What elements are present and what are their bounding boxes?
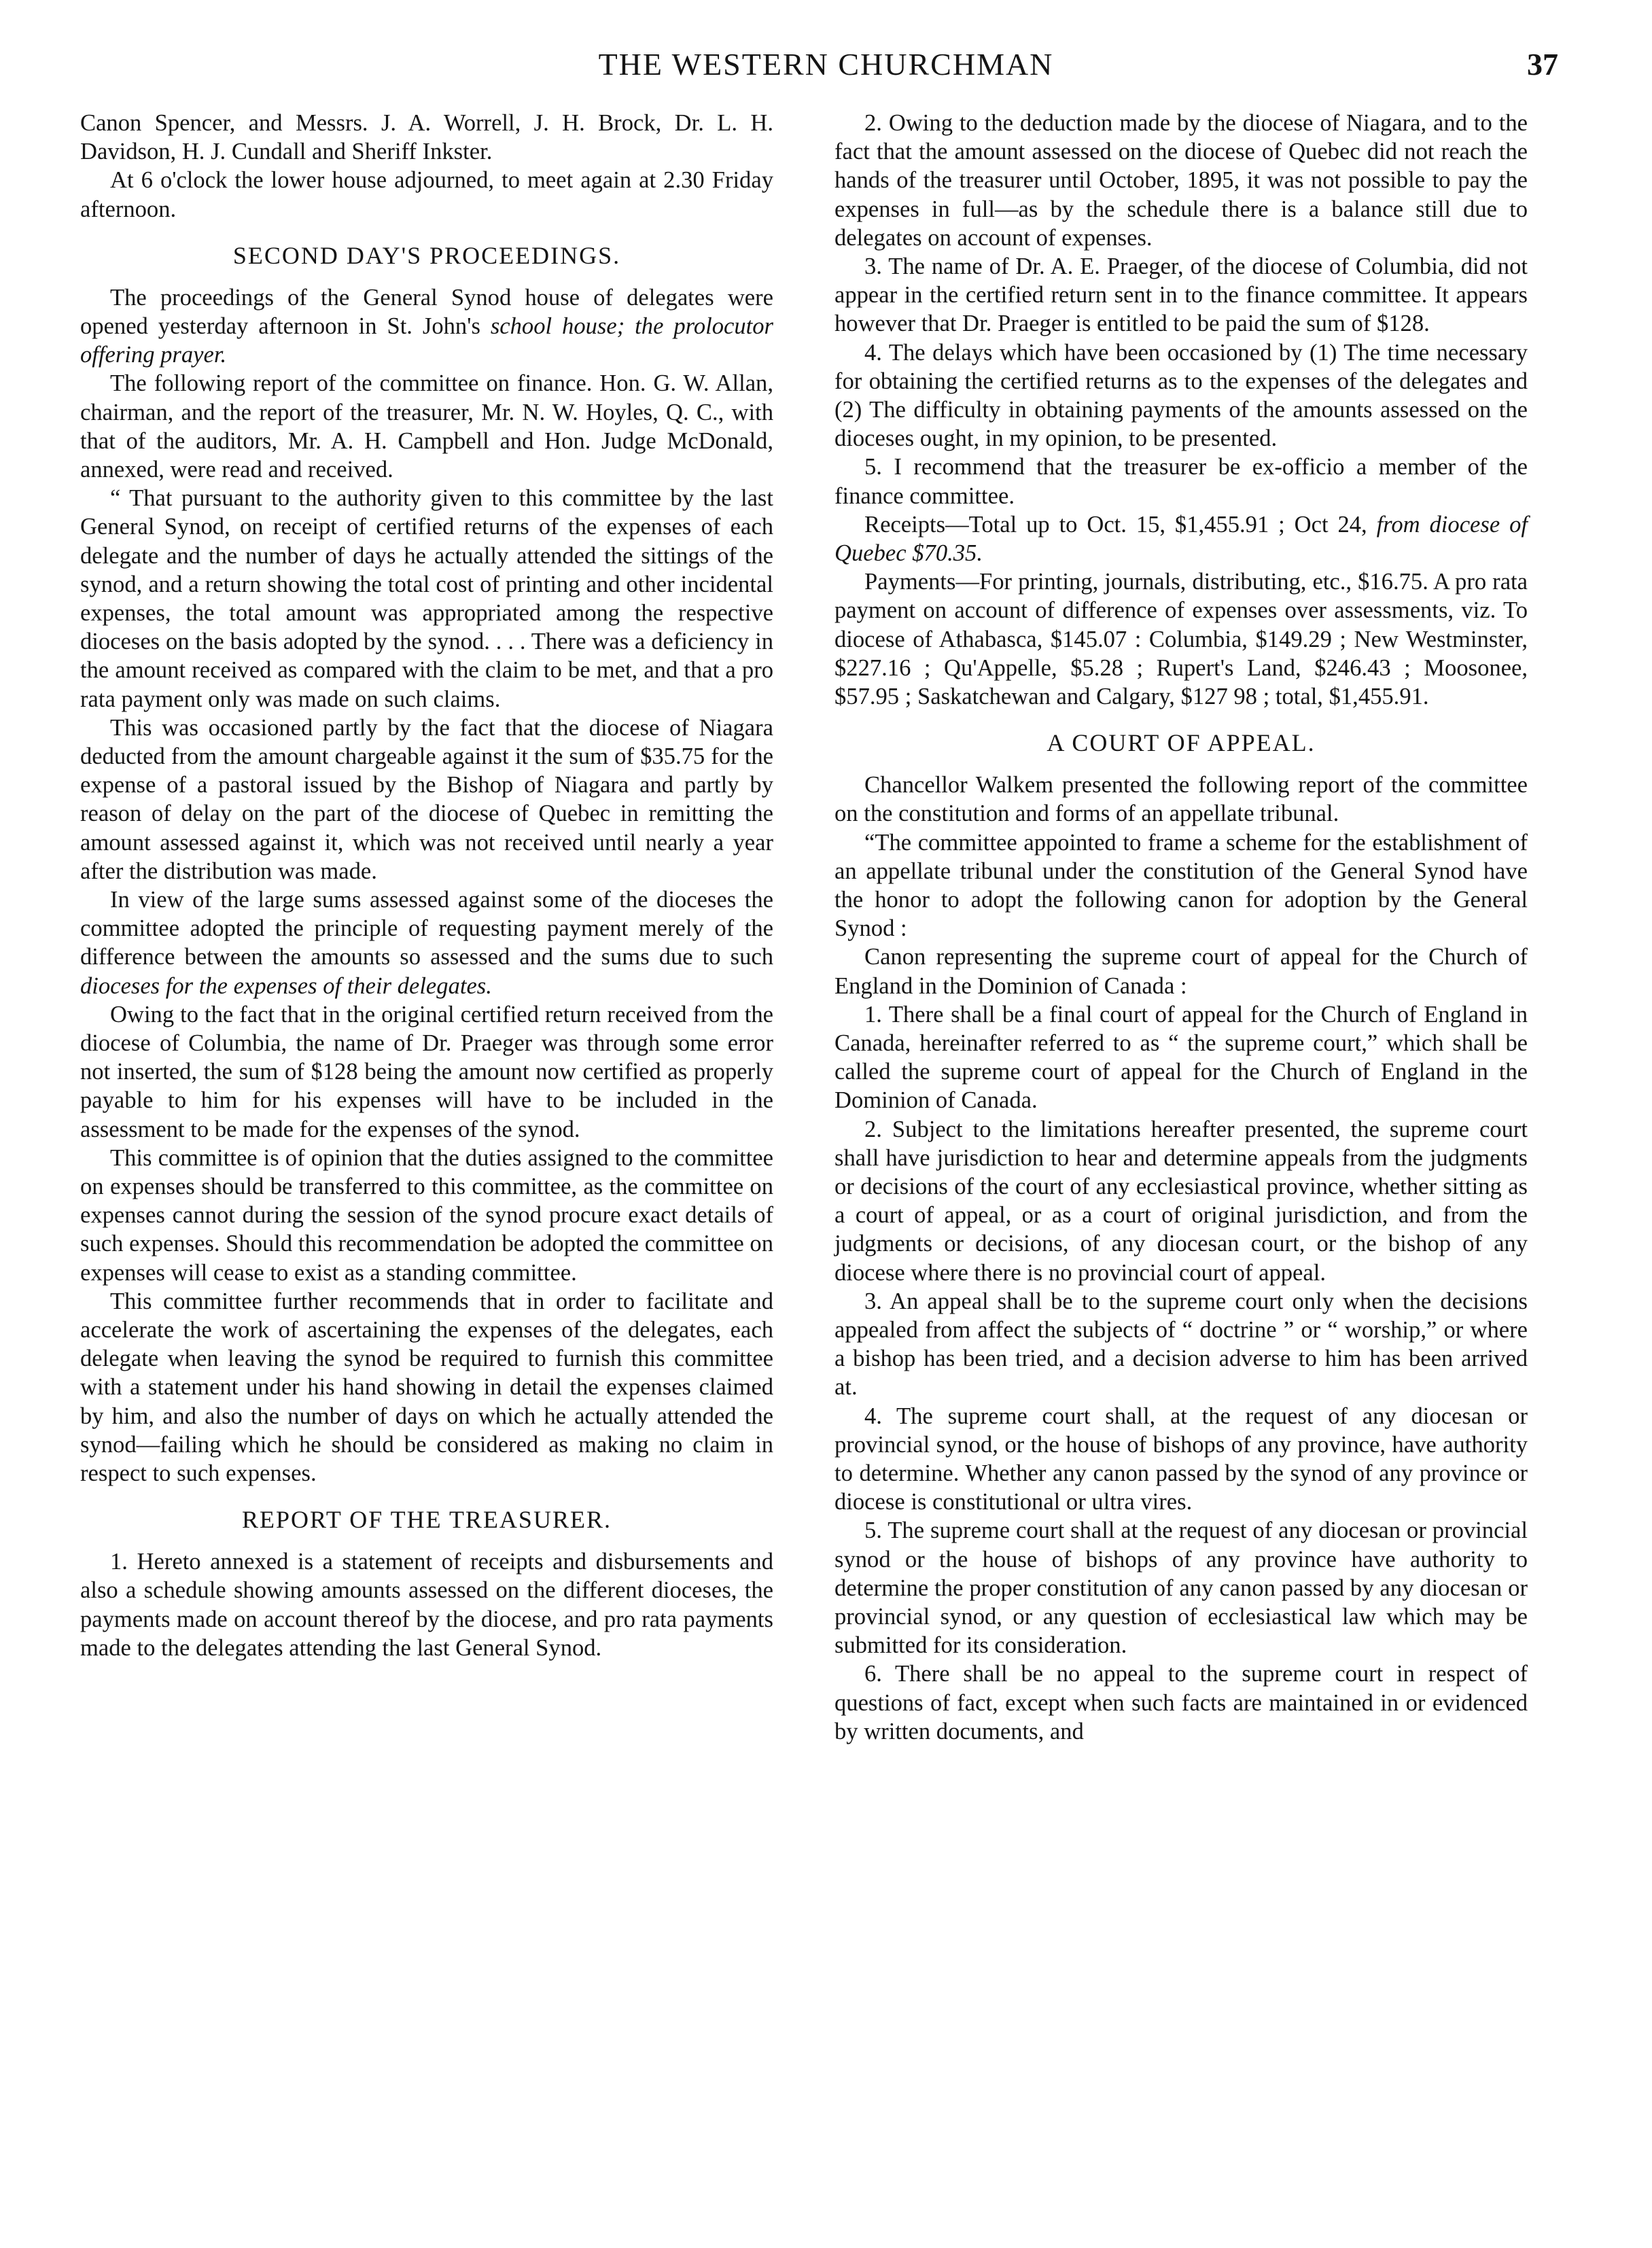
paragraph bbox=[80, 283, 773, 370]
paragraph-italic-text: dioceses for the expenses of their delegates. bbox=[80, 972, 492, 999]
paragraph bbox=[80, 885, 773, 1000]
paragraph: “The committee appointed to frame a scheme for the establishment of an appellate tribunal under the constitution of the General Synod have the honor to adopt the following canon for adoption by the General Synod : bbox=[834, 829, 1528, 942]
paragraph-text: The proceedings of the General Synod house of delegates were opened yesterday afternoon in St. John's bbox=[80, 284, 773, 339]
section-heading: REPORT OF THE TREASURER. bbox=[242, 1506, 612, 1534]
paragraph-italic-text: school house; the prolocutor offering prayer. bbox=[80, 313, 773, 368]
section-heading: SECOND DAY'S PROCEEDINGS. bbox=[232, 241, 621, 269]
paragraph: At 6 o'clock the lower house adjourned, to meet again at 2.30 Friday afternoon. bbox=[80, 167, 773, 222]
paragraph: 2. Subject to the limitations hereafter presented, the supreme court shall have jurisdiction to hear and determine appeals from the judgments or decisions of the court of any ecclesiastical province, whether sitting as a court of appeal, or as a court of original jurisdiction, and from the judgments or decisions, of any diocesan court, or the bishop of any diocese where there is no provincial court of appeal. bbox=[834, 1116, 1528, 1286]
paragraph bbox=[834, 510, 1528, 567]
paragraph: 6. There shall be no appeal to the supreme court in respect of questions of fact, except when such facts are maintained in or evidenced by written documents, and bbox=[834, 1661, 1528, 1744]
paragraph: 5. The supreme court shall at the request of any diocesan or provincial synod or the house of bishops of any province have authority to determine the proper constitution of any canon passed by any diocesan or provincial synod, or any question of ecclesiastical law which may be submitted for its consideration. bbox=[834, 1517, 1528, 1659]
paragraph: 3. An appeal shall be to the supreme court only when the decisions appealed from affect the subjects of “ doctrine ” or “ worship,” or where a bishop has been tried, and a decision adverse to him has been arrived at. bbox=[834, 1288, 1528, 1401]
right-column bbox=[834, 109, 1528, 1746]
paragraph: Canon Spencer, and Messrs. J. A. Worrell, J. H. Brock, Dr. L. H. Davidson, H. J. Cundall and Sheriff Inkster. bbox=[80, 110, 773, 165]
paragraph-text: In view of the large sums assessed against some of the dioceses the committee adopted the principle of requesting payment merely of the difference between the amounts so assessed and the sums due to such bbox=[80, 886, 773, 970]
paragraph-text: Receipts—Total up to Oct. 15, $1,455.91 ; Oct 24, bbox=[864, 511, 1377, 538]
page-number: 37 bbox=[1527, 47, 1558, 82]
paragraph: 2. Owing to the deduction made by the diocese of Niagara, and to the fact that the amount assessed on the diocese of Quebec did not reach the hands of the treasurer until October, 1895, it was not possible to pay the expenses in full—as by the schedule there is a balance still due to delegates on account of expenses. bbox=[834, 110, 1528, 251]
paragraph: This committee is of opinion that the duties assigned to the committee on expenses should be transferred to this committee, as the committee on expenses cannot during the session of the synod procure exact details of such expenses. Should this recommendation be adopted the committee on expenses will cease to exist as a standing committee. bbox=[80, 1144, 773, 1286]
running-title: THE WESTERN CHURCHMAN bbox=[598, 47, 1054, 82]
paragraph: Canon representing the supreme court of appeal for the Church of England in the Dominion of Canada : bbox=[834, 944, 1528, 999]
paragraph: 1. There shall be a final court of appeal for the Church of England in Canada, hereinafter referred to as “ the supreme court,” which shall be called the supreme court of appeal for the Church of England in the Dominion of Canada. bbox=[834, 1001, 1528, 1114]
paragraph: 1. Hereto annexed is a statement of receipts and disbursements and also a schedule showing amounts assessed on the different dioceses, the payments made on account thereof by the diocese, and pro rata payments made to the delegates attending the last General Synod. bbox=[80, 1549, 773, 1661]
section-heading: A COURT OF APPEAL. bbox=[1047, 729, 1316, 757]
paragraph: Chancellor Walkem presented the following report of the committee on the constitution and forms of an appellate tribunal. bbox=[834, 772, 1528, 827]
paragraph: 5. I recommend that the treasurer be ex-officio a member of the finance committee. bbox=[834, 454, 1528, 509]
paragraph: 3. The name of Dr. A. E. Praeger, of the diocese of Columbia, did not appear in the certified return sent in to the finance committee. It appears however that Dr. Praeger is entitled to be paid the sum of $128. bbox=[834, 253, 1528, 337]
paragraph: This committee further recommends that in order to facilitate and accelerate the work of ascertaining the expenses of the delegates, each delegate when leaving the synod be required to furnish this committee with a statement under his hand showing in detail the expenses claimed by him, and also the number of days on which he actually attended the synod—failing which he should be considered as making no claim in respect to such expenses. bbox=[80, 1288, 773, 1487]
paragraph: 4. The delays which have been occasioned by (1) The time necessary for obtaining the certified returns as to the expenses of the delegates and (2) The difficulty in obtaining payments of the amounts assessed on the dioceses ought, in my opinion, to be presented. bbox=[834, 339, 1528, 452]
paragraph: 4. The supreme court shall, at the request of any diocesan or provincial synod, or the house of bishops of any province, have authority to determine. Whether any canon passed by the synod of any province or diocese is constitutional or ultra vires. bbox=[834, 1403, 1528, 1515]
page-header bbox=[0, 46, 1652, 94]
left-column bbox=[80, 109, 773, 1662]
paragraph-italic-text: from diocese of Quebec $70.35. bbox=[834, 511, 1528, 567]
paragraph: Payments—For printing, journals, distributing, etc., $16.75. A pro rata payment on account of difference of expenses over assessments, viz. To diocese of Athabasca, $145.07 : Columbia, $149.29 ; New Westminster, $227.16 ; Qu'Appelle, $5.28 ; Rupert's Land, $246.43 ; Moosonee, $57.95 ; Saskatchewan and Calgary, $127 98 ; total, $1,455.91. bbox=[834, 569, 1528, 710]
paragraph: Owing to the fact that in the original certified return received from the diocese of Columbia, the name of Dr. Praeger was through some error not inserted, the sum of $128 being the amount now certified as properly payable to him for his expenses will have to be included in the assessment to be made for the expenses of the synod. bbox=[80, 1001, 773, 1142]
paragraph: This was occasioned partly by the fact that the diocese of Niagara deducted from the amount chargeable against it the sum of $35.75 for the expense of a pastoral issued by the Bishop of Niagara and partly by reason of delay on the part of the diocese of Quebec in remitting the amount assessed against it, which was not received until nearly a year after the distribution was made. bbox=[80, 714, 773, 884]
paragraph: The following report of the committee on finance. Hon. G. W. Allan, chairman, and the report of the treasurer, Mr. N. W. Hoyles, Q. C., with that of the auditors, Mr. A. H. Campbell and Hon. Judge McDonald, annexed, were read and received. bbox=[80, 370, 773, 482]
paragraph: “ That pursuant to the authority given to this committee by the last General Synod, on receipt of certified returns of the expenses of each delegate and the number of days he actually attended the sittings of the synod, and a return showing the total cost of printing and other incidental expenses, the total amount was appropriated among the respective dioceses on the basis adopted by the synod. . . . There was a deficiency in the amount received as compared with the claim to be met, and that a pro rata payment only was made on such claims. bbox=[80, 485, 773, 712]
